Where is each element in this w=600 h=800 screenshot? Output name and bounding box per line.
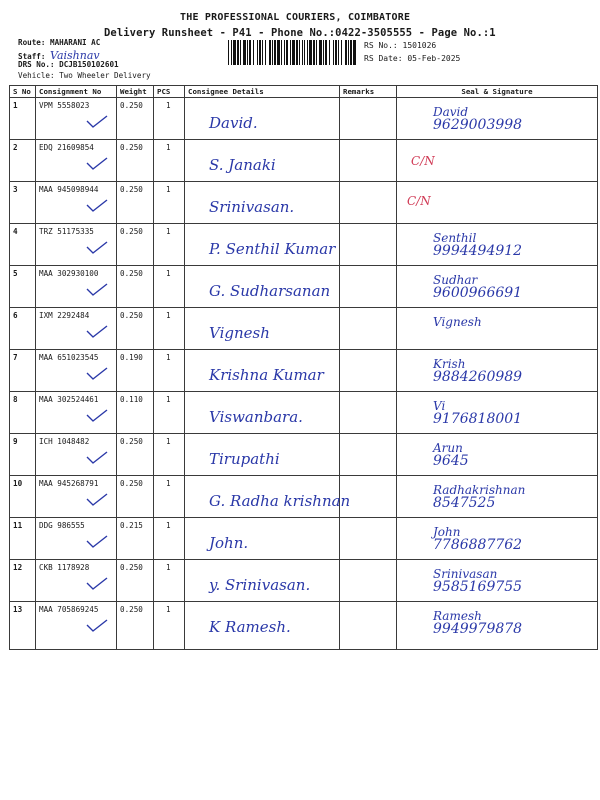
signature-cell [397,518,598,560]
remarks-cell [340,308,397,350]
barcode-bar [253,40,254,65]
consignment-number [36,308,117,350]
column-header: PCS [154,86,185,98]
remark-note: C/N [407,194,431,208]
serial-number: 12 [10,560,36,602]
barcode-bar [353,40,356,65]
runsheet-subtitle: Delivery Runsheet - P41 - Phone No.:0422-3505555 - Page No.:1 [104,27,496,39]
consignee-cell [185,140,340,182]
consignment-number [36,602,117,650]
consignee-name: Srinivasan. [209,198,295,216]
table-row [10,518,598,560]
signature-cell [397,392,598,434]
serial-number: 13 [10,602,36,650]
barcode-bar [281,40,282,65]
barcode-bar [341,40,342,65]
signature-cell [397,266,598,308]
pcs-cell: 1 [154,182,185,224]
barcode-bar [319,40,322,65]
barcode-bar [299,40,300,65]
barcode-bar [309,40,312,65]
signature-phone: 9585169755 [433,579,523,595]
weight-cell: 0.250 [117,602,154,650]
handwritten-signature [433,232,522,258]
consignee-cell [185,308,340,350]
signature-name: Krish [433,357,466,371]
table-row [10,560,598,602]
table-row [10,308,598,350]
signature-name: John [433,525,461,539]
consignment-number-text: MAA 302930100 [39,269,99,278]
barcode-bar [338,40,339,65]
consignment-number [36,476,117,518]
handwritten-signature [433,106,522,132]
signature-cell [397,182,598,224]
signature-name: Vi [433,399,446,413]
document-title: THE PROFESSIONAL COURIERS, COIMBATORE [180,12,411,23]
column-header: Consignment No [36,86,117,98]
staff-value: Vaishnav [50,49,100,62]
barcode-bar [233,40,236,65]
signature-name: Arun [433,441,463,455]
signature-cell [397,98,598,140]
pcs-cell: 1 [154,140,185,182]
consignee-name: Krishna Kumar [209,366,324,384]
signature-cell [397,560,598,602]
barcode-bar [333,40,334,65]
remarks-cell [340,602,397,650]
signature-name: Radhakrishnan [433,483,526,497]
barcode-bar [286,40,288,65]
table-row [10,98,598,140]
consignment-number [36,182,117,224]
signature-cell [397,602,598,650]
remarks-cell [340,350,397,392]
pcs-cell: 1 [154,224,185,266]
check-mark-icon [86,409,108,423]
rs-date: RS Date: 05-Feb-2025 [364,54,461,63]
signature-phone: 8547525 [433,495,496,511]
barcode-bar [237,40,239,65]
consignee-cell [185,392,340,434]
check-mark-icon [86,283,108,297]
consignee-name: K Ramesh. [209,618,291,636]
column-header: Seal & Signature [397,86,598,98]
consignee-name: John. [209,534,249,552]
handwritten-signature [433,484,525,510]
weight-cell: 0.215 [117,518,154,560]
remarks-cell [340,560,397,602]
consignee-cell [185,518,340,560]
table-row [10,266,598,308]
consignment-number [36,560,117,602]
pcs-cell: 1 [154,350,185,392]
consignment-number-text: MAA 302524461 [39,395,99,404]
consignee-cell [185,224,340,266]
weight-cell: 0.250 [117,434,154,476]
remarks-cell [340,140,397,182]
check-mark-icon [86,325,108,339]
consignee-name: David. [209,114,258,132]
barcode-bar [316,40,317,65]
remarks-cell [340,476,397,518]
consignee-name: G. Sudharsanan [209,282,331,300]
consignee-name: Vignesh [209,324,270,342]
drs-label: DRS No.: [18,60,55,69]
consignment-number-text: ICH 1048482 [39,437,90,446]
barcode-bar [302,40,303,65]
check-mark-icon [86,115,108,129]
barcode-bar [284,40,285,65]
drs-line [18,60,119,69]
pcs-cell: 1 [154,560,185,602]
barcode-bar [325,40,327,65]
consignee-cell [185,350,340,392]
table-row [10,182,598,224]
serial-number: 4 [10,224,36,266]
serial-number: 9 [10,434,36,476]
check-mark-icon [86,577,108,591]
handwritten-signature [433,400,522,426]
signature-name: David [433,105,469,119]
consignee-name: G. Radha krishnan [209,492,351,510]
signature-phone: 9176818001 [433,411,523,427]
consignment-number [36,392,117,434]
pcs-cell: 1 [154,308,185,350]
route-label: Route: [18,38,46,47]
barcode-bar [272,40,273,65]
staff-label: Staff: [18,52,46,61]
check-mark-icon [86,199,108,213]
pcs-cell: 1 [154,518,185,560]
signature-name: Senthil [433,231,477,245]
consignee-cell [185,602,340,650]
consignee-name: Viswanbara. [209,408,303,426]
consignee-cell [185,98,340,140]
signature-phone: 9629003998 [433,117,523,133]
barcode-bar [277,40,280,65]
runsheet-table [9,85,598,650]
signature-name: Ramesh [433,609,482,623]
pcs-cell: 1 [154,392,185,434]
weight-cell: 0.250 [117,182,154,224]
barcode-bar [257,40,258,65]
handwritten-signature [433,610,522,636]
table-row [10,434,598,476]
barcode-bar [231,40,232,65]
pcs-cell: 1 [154,476,185,518]
consignment-number [36,434,117,476]
remarks-cell [340,182,397,224]
barcode-bar [247,40,248,65]
pcs-cell: 1 [154,266,185,308]
barcode-bar [313,40,315,65]
consignment-number-text: EDQ 21609854 [39,143,94,152]
remarks-cell [340,392,397,434]
consignment-number-text: CKB 1178928 [39,563,90,572]
table-row [10,476,598,518]
signature-phone: 9645 [433,453,469,469]
weight-cell: 0.250 [117,476,154,518]
check-mark-icon [86,619,108,633]
check-mark-icon [86,241,108,255]
serial-number: 10 [10,476,36,518]
barcode-bar [240,40,241,65]
consignee-cell [185,266,340,308]
barcode-bar [228,40,229,65]
handwritten-signature [433,526,522,552]
column-header: S No [10,86,36,98]
signature-cell [397,308,598,350]
weight-cell: 0.250 [117,98,154,140]
signature-name: Sudhar [433,273,478,287]
signature-phone: 9949979878 [433,621,523,637]
barcode-bar [307,40,308,65]
table-row [10,350,598,392]
serial-number: 2 [10,140,36,182]
serial-number: 5 [10,266,36,308]
signature-name: Srinivasan [433,567,498,581]
check-mark-icon [86,367,108,381]
weight-cell: 0.110 [117,392,154,434]
consignment-number [36,140,117,182]
barcode-bar [243,40,246,65]
handwritten-signature [433,274,522,300]
consignment-number [36,350,117,392]
drs-value: DCJB150102601 [59,60,119,69]
handwritten-signature [433,358,522,384]
table-row [10,140,598,182]
consignment-number [36,518,117,560]
signature-cell [397,476,598,518]
barcode-bar [269,40,271,65]
consignment-number [36,98,117,140]
barcode-bar [265,40,266,65]
signature-phone: 7786887762 [433,537,523,553]
barcode-image [228,40,358,65]
signature-phone: 9994494912 [433,243,523,259]
consignment-number-text: VPM 5558023 [39,101,90,110]
serial-number: 7 [10,350,36,392]
barcode-bar [304,40,305,65]
barcode-bar [323,40,324,65]
barcode-bar [345,40,347,65]
consignee-cell [185,434,340,476]
consignee-name: Tirupathi [209,450,280,468]
table-header-row [10,86,598,98]
remarks-cell [340,266,397,308]
consignee-cell [185,182,340,224]
consignee-name: y. Srinivasan. [209,576,311,594]
barcode-bar [290,40,291,65]
table-row [10,602,598,650]
barcode-bar [259,40,261,65]
consignee-cell [185,476,351,518]
route-value: MAHARANI AC [50,38,101,47]
pcs-cell: 1 [154,602,185,650]
handwritten-signature [433,316,482,329]
consignment-number-text: MAA 945268791 [39,479,99,488]
barcode-bar [292,40,295,65]
serial-number: 6 [10,308,36,350]
consignment-number-text: MAA 705869245 [39,605,99,614]
barcode-bar [249,40,251,65]
consignment-number [36,224,117,266]
consignee-name: S. Janaki [209,156,276,174]
signature-cell [397,224,598,266]
signature-cell [397,140,598,182]
check-mark-icon [86,535,108,549]
consignment-number-text: MAA 651023545 [39,353,99,362]
remarks-cell [340,98,397,140]
consignment-number-text: MAA 945098944 [39,185,99,194]
weight-cell: 0.250 [117,266,154,308]
route-line [18,38,100,47]
signature-phone: 9600966691 [433,285,523,301]
pcs-cell: 1 [154,98,185,140]
barcode-bar [350,40,352,65]
consignment-number-text: DDG 986555 [39,521,85,530]
check-mark-icon [86,157,108,171]
consignee-name: P. Senthil Kumar [209,240,336,258]
weight-cell: 0.190 [117,350,154,392]
consignee-cell [185,560,340,602]
table-row [10,224,598,266]
barcode-bar [262,40,263,65]
weight-cell: 0.250 [117,224,154,266]
barcode-bar [274,40,276,65]
weight-cell: 0.250 [117,308,154,350]
column-header: Consignee Details [185,86,340,98]
barcode-bar [329,40,330,65]
weight-cell: 0.250 [117,140,154,182]
check-mark-icon [86,493,108,507]
signature-cell [397,434,598,476]
remarks-cell [340,224,397,266]
consignment-number-text: IXM 2292484 [39,311,90,320]
weight-cell: 0.250 [117,560,154,602]
barcode-bar [335,40,337,65]
rs-number: RS No.: 1501026 [364,41,437,50]
handwritten-signature [433,442,469,468]
remarks-cell [340,518,397,560]
column-header: Remarks [340,86,397,98]
serial-number: 1 [10,98,36,140]
handwritten-signature [433,568,522,594]
barcode-bar [348,40,349,65]
table-row [10,392,598,434]
check-mark-icon [86,451,108,465]
serial-number: 11 [10,518,36,560]
signature-phone: 9884260989 [433,369,523,385]
barcode-bar [296,40,298,65]
serial-number: 3 [10,182,36,224]
pcs-cell: 1 [154,434,185,476]
remarks-cell [340,434,397,476]
consignment-number-text: TRZ 51175335 [39,227,94,236]
column-header: Weight [117,86,154,98]
signature-name: Vignesh [433,315,482,329]
signature-cell [397,350,598,392]
consignment-number [36,266,117,308]
vehicle-line: Vehicle: Two Wheeler Delivery [18,71,151,80]
serial-number: 8 [10,392,36,434]
remark-note: C/N [411,154,435,168]
